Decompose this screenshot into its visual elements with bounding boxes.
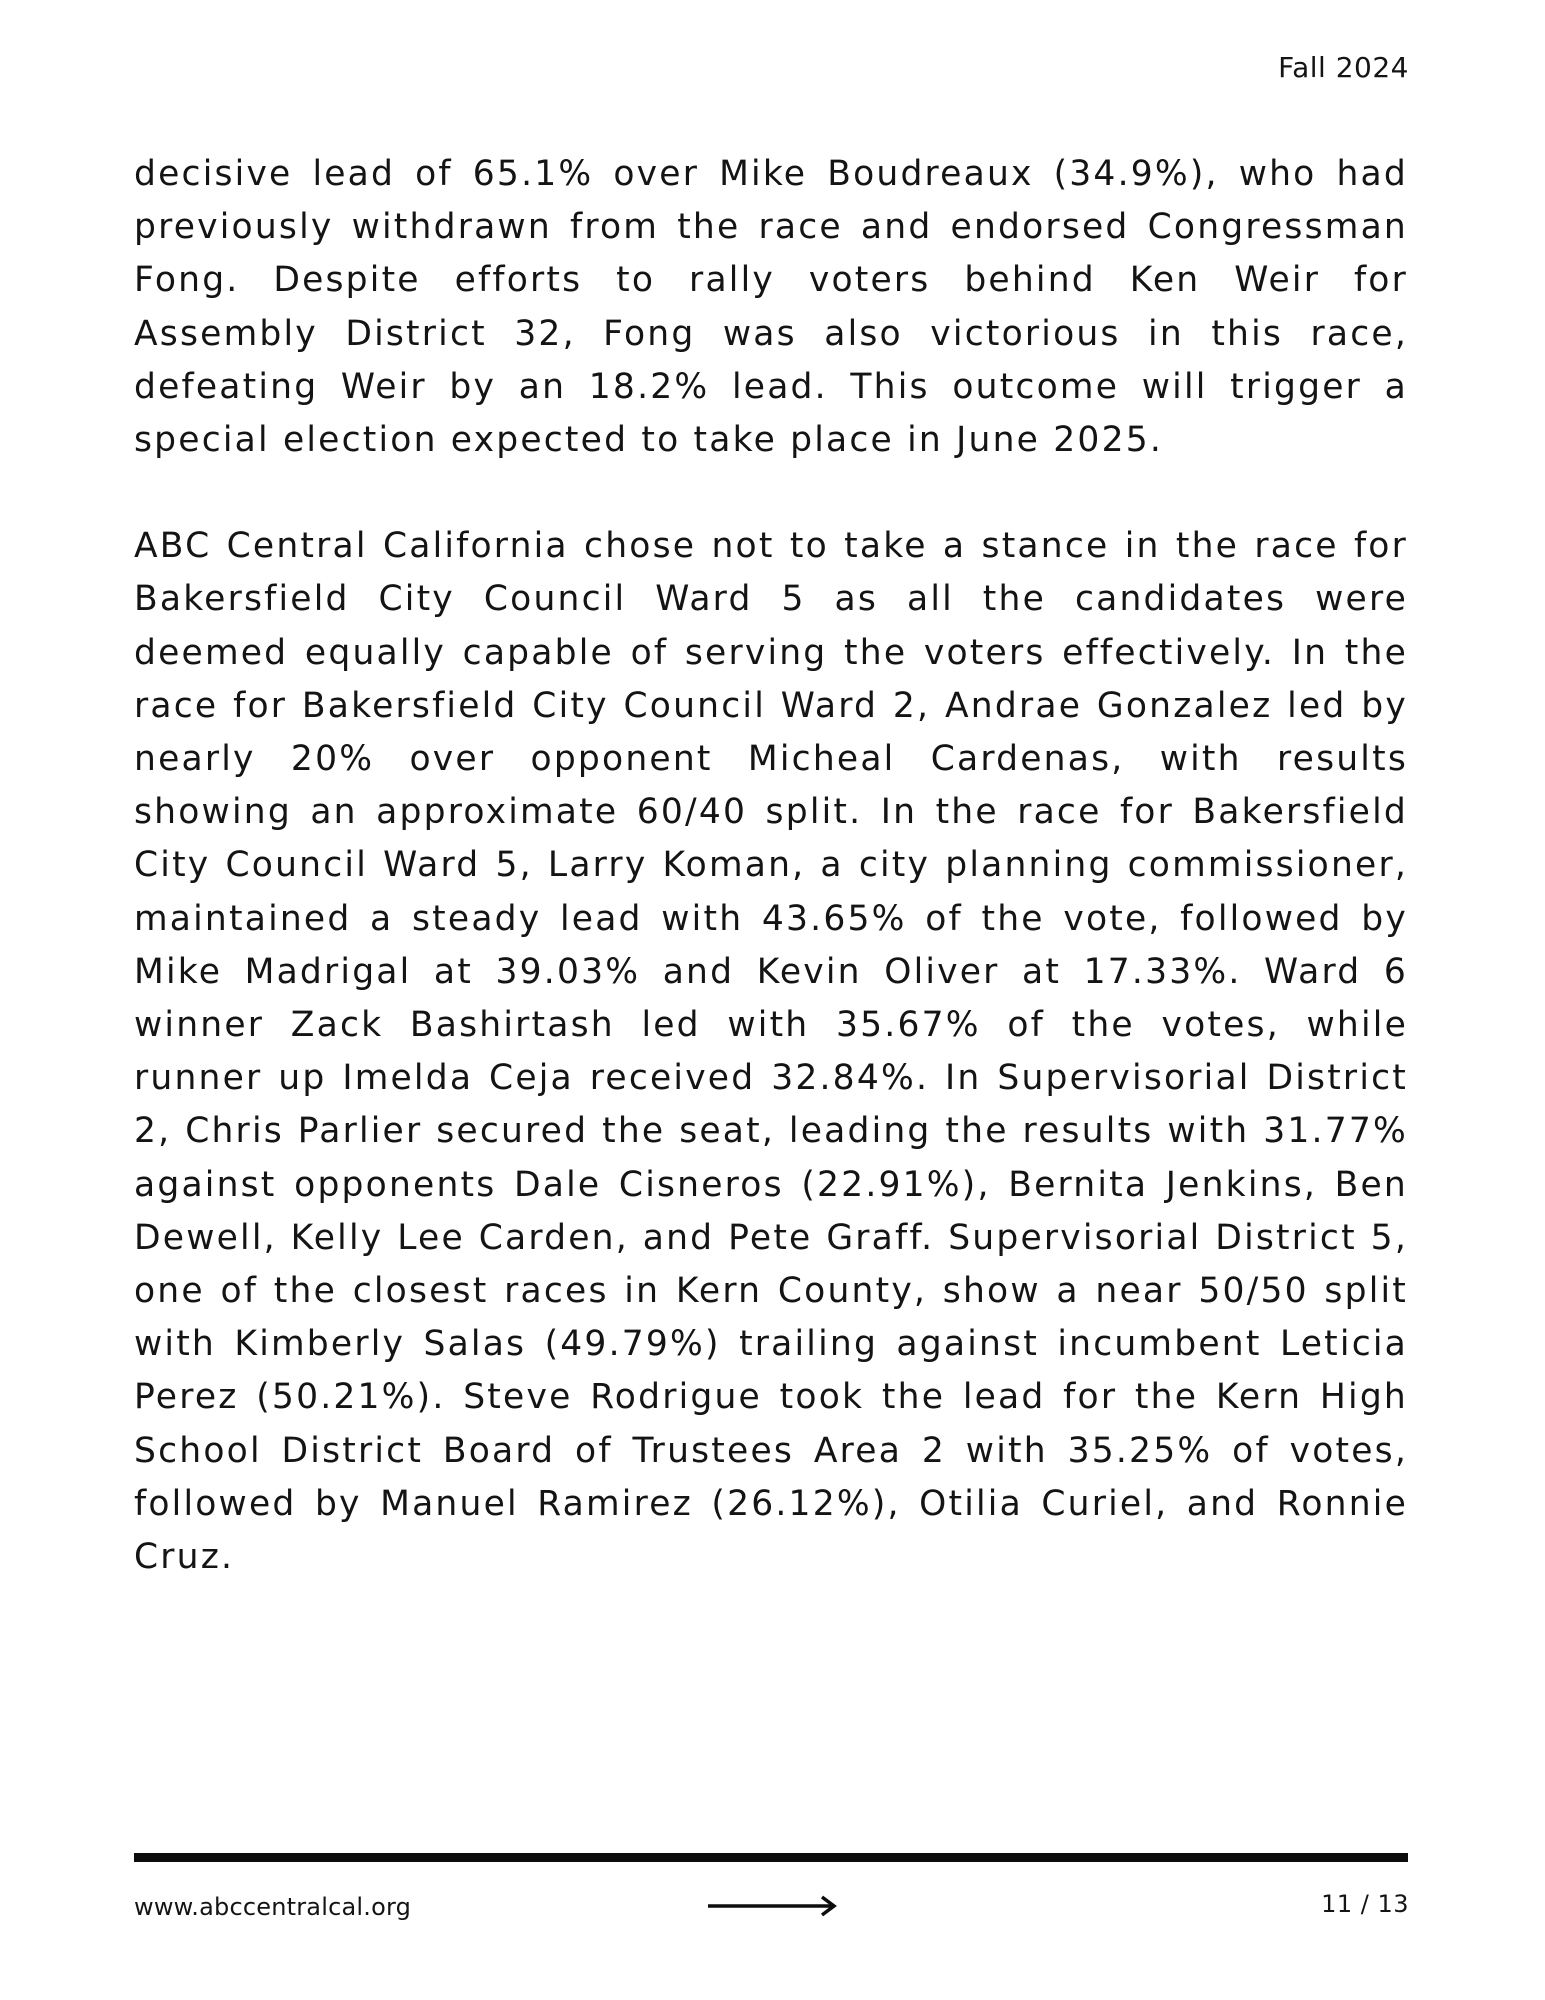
arrow-right-icon[interactable] <box>708 1895 838 1917</box>
footer-divider <box>134 1853 1408 1862</box>
article-paragraph-1: decisive lead of 65.1% over Mike Boudreaux (34.9%), who had previously withdrawn from the race and endorsed Congressman Fong. Despite efforts to rally voters behind Ken Weir for Assembly District 32, Fong was also victorious in this race, defeating Weir by an 18.2% lead. This outcome will trigger a special election expected to take place in June 2025. <box>134 154 1408 461</box>
footer-website-link[interactable]: www.abccentralcal.org <box>134 1893 412 1921</box>
article-paragraph-2: ABC Central California chose not to take a stance in the race for Bakersfield City Council Ward 5 as all the candidates were deemed equally capable of serving the voters effectively. In the race for Bakersfield City Council Ward 2, Andrae Gonzalez led by nearly 20% over opponent Micheal Cardenas, with results showing an approximate 60/40 split. In the race for Bakersfield City Council Ward 5, Larry Koman, a city planning commissioner, maintained a steady lead with 43.65% of the vote, followed by Mike Madrigal at 39.03% and Kevin Oliver at 17.33%. Ward 6 winner Zack Bashirtash led with 35.67% of the votes, while runner up Imelda Ceja received 32.84%. In Supervisorial District 2, Chris Parlier secured the seat, leading the results with 31.77% against opponents Dale Cisneros (22.91%), Bernita Jenkins, Ben Dewell, Kelly Lee Carden, and Pete Graff. Supervisorial District 5, one of the closest races in Kern County, show a near 50/50 split with Kimberly Salas (49.79%) trailing against incumbent Leticia Perez (50.21%). Steve Rodrigue took the lead for the Kern High School District Board of Trustees Area 2 with 35.25% of votes, followed by Manuel Ramirez (26.12%), Otilia Curiel, and Ronnie Cruz. <box>134 526 1408 1578</box>
page-number: 11 / 13 <box>1321 1890 1409 1918</box>
article-body <box>134 148 1408 1584</box>
header-date: Fall 2024 <box>1278 51 1409 84</box>
